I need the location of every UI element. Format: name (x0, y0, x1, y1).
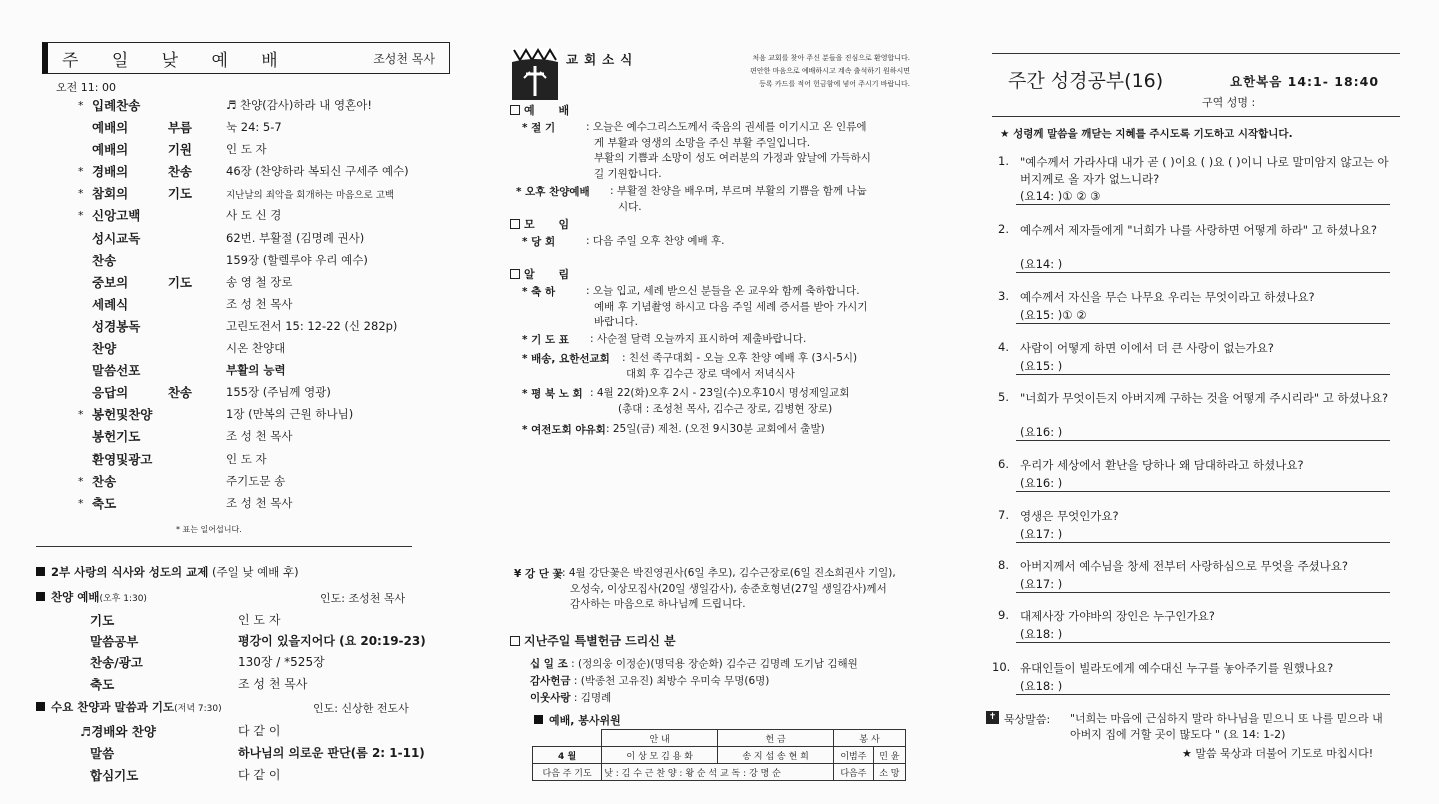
order-row (68, 251, 468, 273)
order-label: 환영및광고 (92, 451, 153, 467)
church-icon (512, 48, 558, 100)
order-value: 송 영 철 장로 (226, 274, 293, 289)
offering-row: 이웃사랑 : 김명례 (530, 692, 612, 704)
order-row: * 신앙고백 사 도 신 경 (78, 208, 282, 224)
order-label: 찬양 (92, 341, 117, 357)
order-row (68, 295, 468, 317)
offering-row: 십 일 조 : (정의웅 이정순)(명덕용 장순화) 김수근 김명례 도기남 김해원 (530, 658, 858, 670)
meditation-label: 묵상말씀: (1004, 713, 1051, 726)
order-row: * 경배의 찬송 46장 (찬양하라 복되신 구세주 예수) (78, 164, 409, 180)
second-part-heading: 2부 사랑의 식사와 성도의 교제 (주일 낮 예배 후) (36, 564, 299, 580)
order-row (68, 383, 468, 405)
study-intro: ★ 성령께 말씀을 깨닫는 지혜를 주시도록 기도하고 시작합니다. (1000, 128, 1293, 140)
order-label: 입례찬송 (92, 98, 141, 113)
order-label: 축도 (92, 495, 117, 511)
order-value: 지난날의 죄악을 회개하는 마음으로 고백 (226, 190, 395, 202)
closing-text: ★ 말씀 묵상과 더불어 기도로 마칩시다! (1182, 747, 1374, 760)
order-row (68, 427, 468, 449)
worship-title: 주 일 낮 예 배 (62, 50, 292, 71)
order-label: 신앙고백 (92, 208, 141, 224)
order-row (68, 450, 468, 472)
section-notice: 알 림 (510, 266, 579, 282)
order-label: 예배의 기원 (92, 142, 192, 158)
order-label: 말씀선포 (92, 363, 141, 379)
offering-row: 감사헌금 : (박종천 고유진) 최방수 우미숙 무명(6명) (530, 675, 770, 687)
wednesday-heading: 수요 찬양과 말씀과 기도(저녁 7:30) 인도: 신상한 전도사 (36, 699, 414, 715)
cross-icon: ✝ (986, 711, 999, 724)
staff-title: 예배, 봉사위원 (534, 712, 621, 728)
order-row: * 입례찬송 ♬ 찬양(감사)하라 내 영혼아! (78, 98, 372, 113)
study-title: 주간 성경공부(16) (1008, 70, 1164, 92)
staff-row: 4 월 이 상 모 김 용 화 송 지 섭 송 현 희 이범주 민 윤 (533, 747, 906, 764)
order-value: 고린도전서 15: 12-22 (신 282p) (226, 318, 398, 333)
order-value: 인 도 자 (226, 142, 267, 157)
order-value: 159장 (할렐루야 우리 예수) (226, 252, 368, 267)
order-label: 중보의 기도 (92, 274, 192, 290)
order-row (68, 273, 468, 295)
order-label: 응답의 찬송 (92, 385, 192, 401)
order-value: 46장 (찬양하라 복되신 구세주 예수) (226, 164, 409, 179)
sermon-title: 부활의 능력 (226, 363, 286, 378)
order-value: ♬ 찬양(감사)하라 내 영혼아! (226, 98, 372, 112)
news-title: 교회소식 (566, 52, 639, 67)
praise-leader: 인도: 조성천 목사 (320, 592, 406, 605)
worship-order (68, 96, 468, 516)
order-label: 성시교독 (92, 230, 141, 246)
divider (992, 53, 1400, 54)
order-value: 사 도 신 경 (226, 208, 282, 223)
order-row (68, 361, 468, 383)
checkbox-icon (510, 105, 520, 115)
worship-time: 오전 11: 00 (56, 81, 116, 94)
bullet-square-icon (36, 567, 45, 576)
bullet-square-icon (36, 592, 45, 601)
order-label: 찬송 (92, 252, 117, 268)
welcome-note: 처음 교회를 찾아 주신 분들을 진심으로 환영합니다. 편안한 마음으로 예배하시고 계속 출석하기 원하시면 등록 카드를 적어 헌금함에 넣어 주시기 바랍니다. (750, 54, 910, 88)
order-value: 주기도문 송 (226, 473, 286, 488)
order-row (68, 317, 468, 339)
order-value: 인 도 자 (226, 451, 267, 466)
wednesday-leader: 인도: 신상한 전도사 (313, 702, 409, 715)
order-value: 시온 찬양대 (226, 341, 286, 356)
staff-row: 다음 주 기도 낮 : 김 수 근 찬 양 : 왕 순 석 교 독 : 강 명 순 다음주 소 망 (533, 764, 906, 781)
order-row (68, 118, 468, 140)
worship-title-box (42, 42, 450, 74)
order-value: 조 성 천 목사 (226, 495, 293, 510)
order-label: 경배의 찬송 (92, 164, 192, 180)
section-meeting: 모 임 (510, 216, 579, 232)
order-label: 예배의 부름 (92, 120, 192, 136)
section-worship: 예 배 (510, 102, 579, 118)
order-value: 155장 (주님께 영광) (226, 385, 331, 400)
order-value: 62번. 부활절 (김명례 권사) (226, 230, 365, 245)
order-label: 성경봉독 (92, 318, 141, 334)
order-row: * 찬송 주기도문 송 (78, 473, 286, 489)
order-row (68, 229, 468, 251)
bible-study-column: 주간 성경공부(16) 요한복음 14:1- 18:40 구역 성명 : ★ 성령께 말씀을 깨닫는 지혜를 주시도록 기도하고 시작합니다. 1. "예수께서 가라사대 내가 곧 ( )이요 ( )요 ( )이니 나로 말미암지 않고는 아버지께로 올 자가 없느니라? (요14: )① ② ③ 2. 예수께서 제자들에게 "너희가 나를 사랑하면 어떻게 하라" 고 하셨나요? (요14: ) 3. 예수께서 자신을 무슨 나무요 우리는 무엇이라고 하셨나요? (요15: )① ② 4. 사람이 어떻게 하면 이에서 더 큰 사랑이 없는가요? (요15: ) 5. "너희가 무엇이든지 아버지께 구하는 것을 어떻게 주시리라" 고 하셨나요? (요16: ) 6. 우리가 세상에서 환난을 당하나 왜 담대하라고 하셨나요? (요16: ) 7. 영생은 무엇인가요? (요17: ) 8. 아버지께서 예수님을 창세 전부터 사랑하심으로 무엇을 주셨나요? (요17: ) 9. 대제사장 가야바의 장인은 누구인가요? (요18: ) 10. 유대인들이 빌라도에게 예수대신 누구를 놓아주기를 원했나요? (요18: ) ✝ 묵상말씀: "너희는 마음에 근심하지 말라 하나님을 믿으니 또 나를 믿으라 내 아버지 집에 거할 곳이 많도다 " (요 14: 1-2) ★ 말씀 묵상과 더불어 기도로 마칩시다! (940, 0, 1439, 804)
order-value: 눅 24: 5-7 (226, 120, 282, 135)
order-label: 세례식 (92, 296, 129, 312)
order-value: 1장 (만복의 근원 하나님) (226, 407, 354, 422)
order-label: 참회의 기도 (92, 186, 192, 202)
meditation-text: "너희는 마음에 근심하지 말라 하나님을 믿으니 또 나를 믿으라 내 아버지 집에 거할 곳이 많도다 " (요 14: 1-2) (1070, 712, 1383, 741)
bullet-square-icon (534, 715, 543, 724)
checkbox-icon (510, 219, 520, 229)
order-value: 조 성 천 목사 (226, 429, 293, 444)
order-label: 봉헌및찬양 (92, 407, 153, 423)
offering-title: 지난주일 특별헌금 드리신 분 (510, 632, 676, 649)
checkbox-icon (510, 636, 520, 646)
staff-table (532, 729, 906, 781)
order-row: * 봉헌및찬양 1장 (만복의 근원 하나님) (78, 407, 354, 423)
praise-heading: 찬양 예배(오후 1:30) 인도: 조성천 목사 (36, 589, 414, 605)
name-field: 구역 성명 : (1202, 96, 1256, 109)
worship-preacher: 조성천 목사 (373, 51, 435, 66)
order-row: * 참회의 기도 지난날의 죄악을 회개하는 마음으로 고백 (78, 186, 395, 202)
order-label: 봉헌기도 (92, 429, 141, 445)
worship-column: 주 일 낮 예 배 조성천 목사 오전 11: 00 * 입례찬송 ♬ 찬양(감사)하라 내 영혼아! 예배의 부름 눅 24: 5-7 예배의 기원 인 도 자 * 경배의 찬송 46장 (찬양하라 복되신 구세주 예수) * 참회의 기도 지난날의 죄악을 회개하는 마음으로 고백 * 신앙고백 사 도 신 경 성시교독 62번. 부활절 (김명례 권사) 찬송 159장 (할렐루야 우리 예수) 중보의 기도 송 영 철 장로 세례식 조 성 천 목사 성경봉독 고린도전서 15: 12-22 (신 282p) 찬양 시온 찬양대 말씀선포 부활의 능력 응답의 찬송 155장 (주님께 영광) * 봉헌및찬양 1장 (만복의 근원 하나님) 봉헌기도 조 성 천 목사 환영및광고 인 도 자 * 찬송 주기도문 송 * 축도 조 성 천 목사 * 표는 일어섭니다. 2부 사랑의 식사와 성도의 교제 (주일 낮 예배 후) 찬양 예배(오후 1:30) 인도: 조성천 목사 기도 인 도 자 말씀공부 평강이 있을지어다 (요 20:19-23) 찬송/광고 130장 / *525장 축도 조 성 천 목사 수요 찬양과 말씀과 기도(저녁 7:30) 인도: 신상한 전도사 ♬경배와 찬양 다 같 이 말씀 하나님의 의로운 판단(롬 2: 1-11) 합심기도 다 같 이 (0, 0, 470, 804)
bullet-square-icon (36, 702, 45, 711)
order-row (68, 339, 468, 361)
study-book: 요한복음 14:1- 18:40 (1230, 74, 1380, 89)
divider (992, 116, 1400, 117)
order-label: 찬송 (92, 473, 117, 489)
news-column: 교회소식 처음 교회를 찾아 주신 분들을 진심으로 환영합니다. 편안한 마음으로 예배하시고 계속 출석하기 원하시면 등록 카드를 적어 헌금함에 넣어 주시기 바랍니다. 예 배 * 절 기 : 오늘은 예수그리스도께서 죽음의 권세를 이기시고 온 인류에 게 부활과 영생의 소망을 주신 부활 주일입니다. 부활의 기쁨과 소망이 성도 여러분의 가정과 앞날에 가득하시 길 기원합니다. * 오후 찬양예배 : 부활절 찬양을 배우며, 부르며 부활의 기쁨을 함께 나눕 시다. 모 임 * 당 회 : 다음 주일 오후 찬양 예배 후. 알 림 * 축 하 : 오늘 입교, 세례 받으신 분들을 온 교우와 함께 축하합니다. 예배 후 기념촬영 하시고 다음 주일 세례 증서를 받아 가시기 바랍니다. * 기 도 표 : 사순절 달력 오늘까지 표시하여 제출바랍니다. * 배송, 요한선교회 : 친선 족구대회 - 오늘 오후 찬양 예배 후 (3시-5시) 대회 후 김수근 장로 댁에서 저녁식사 * 평 북 노 회 : 4월 22(화)오후 2시 - 23일(수)오후10시 명성제일교회 (총대 : 조성천 목사, 김수근 장로, 김병현 장로) * 여전도회 야유회 : 25일(금) 제천. (오전 9시30분 교회에서 출발) ¥ 강 단 꽃 : 4월 강단꽃은 박진영권사(6일 추모), 김수근장로(6일 진소희권사 기일), 오성숙, 이상모집사(20일 생일감사), 송준호형년(27일 생일감사)께서 감사하는 마음으로 하나님께 드립니다. 지난주일 특별헌금 드리신 분 십 일 조 : (정의웅 이정순)(명덕용 장순화) 김수근 김명례 도기남 김해원 감사헌금 : (박종천 고유진) 최방수 우미숙 무명(6명) 이웃사랑 : 김명례 예배, 봉사위원 안 내 헌 금 봉 사 4 월 이 상 모 김 용 화 송 지 섭 송 현 희 이범주 민 윤 다음 주 기도 낮 : 김 수 근 찬 양 : 왕 순 석 교 독 : 강 명 순 다음주 소 망 (470, 0, 940, 804)
order-value: 조 성 천 목사 (226, 296, 293, 311)
order-row (68, 140, 468, 162)
staff-header-row: 안 내 헌 금 봉 사 (533, 730, 906, 747)
checkbox-icon (510, 269, 520, 279)
divider (36, 546, 412, 547)
order-row: * 축도 조 성 천 목사 (78, 495, 293, 511)
standing-note: * 표는 일어섭니다. (176, 525, 242, 534)
